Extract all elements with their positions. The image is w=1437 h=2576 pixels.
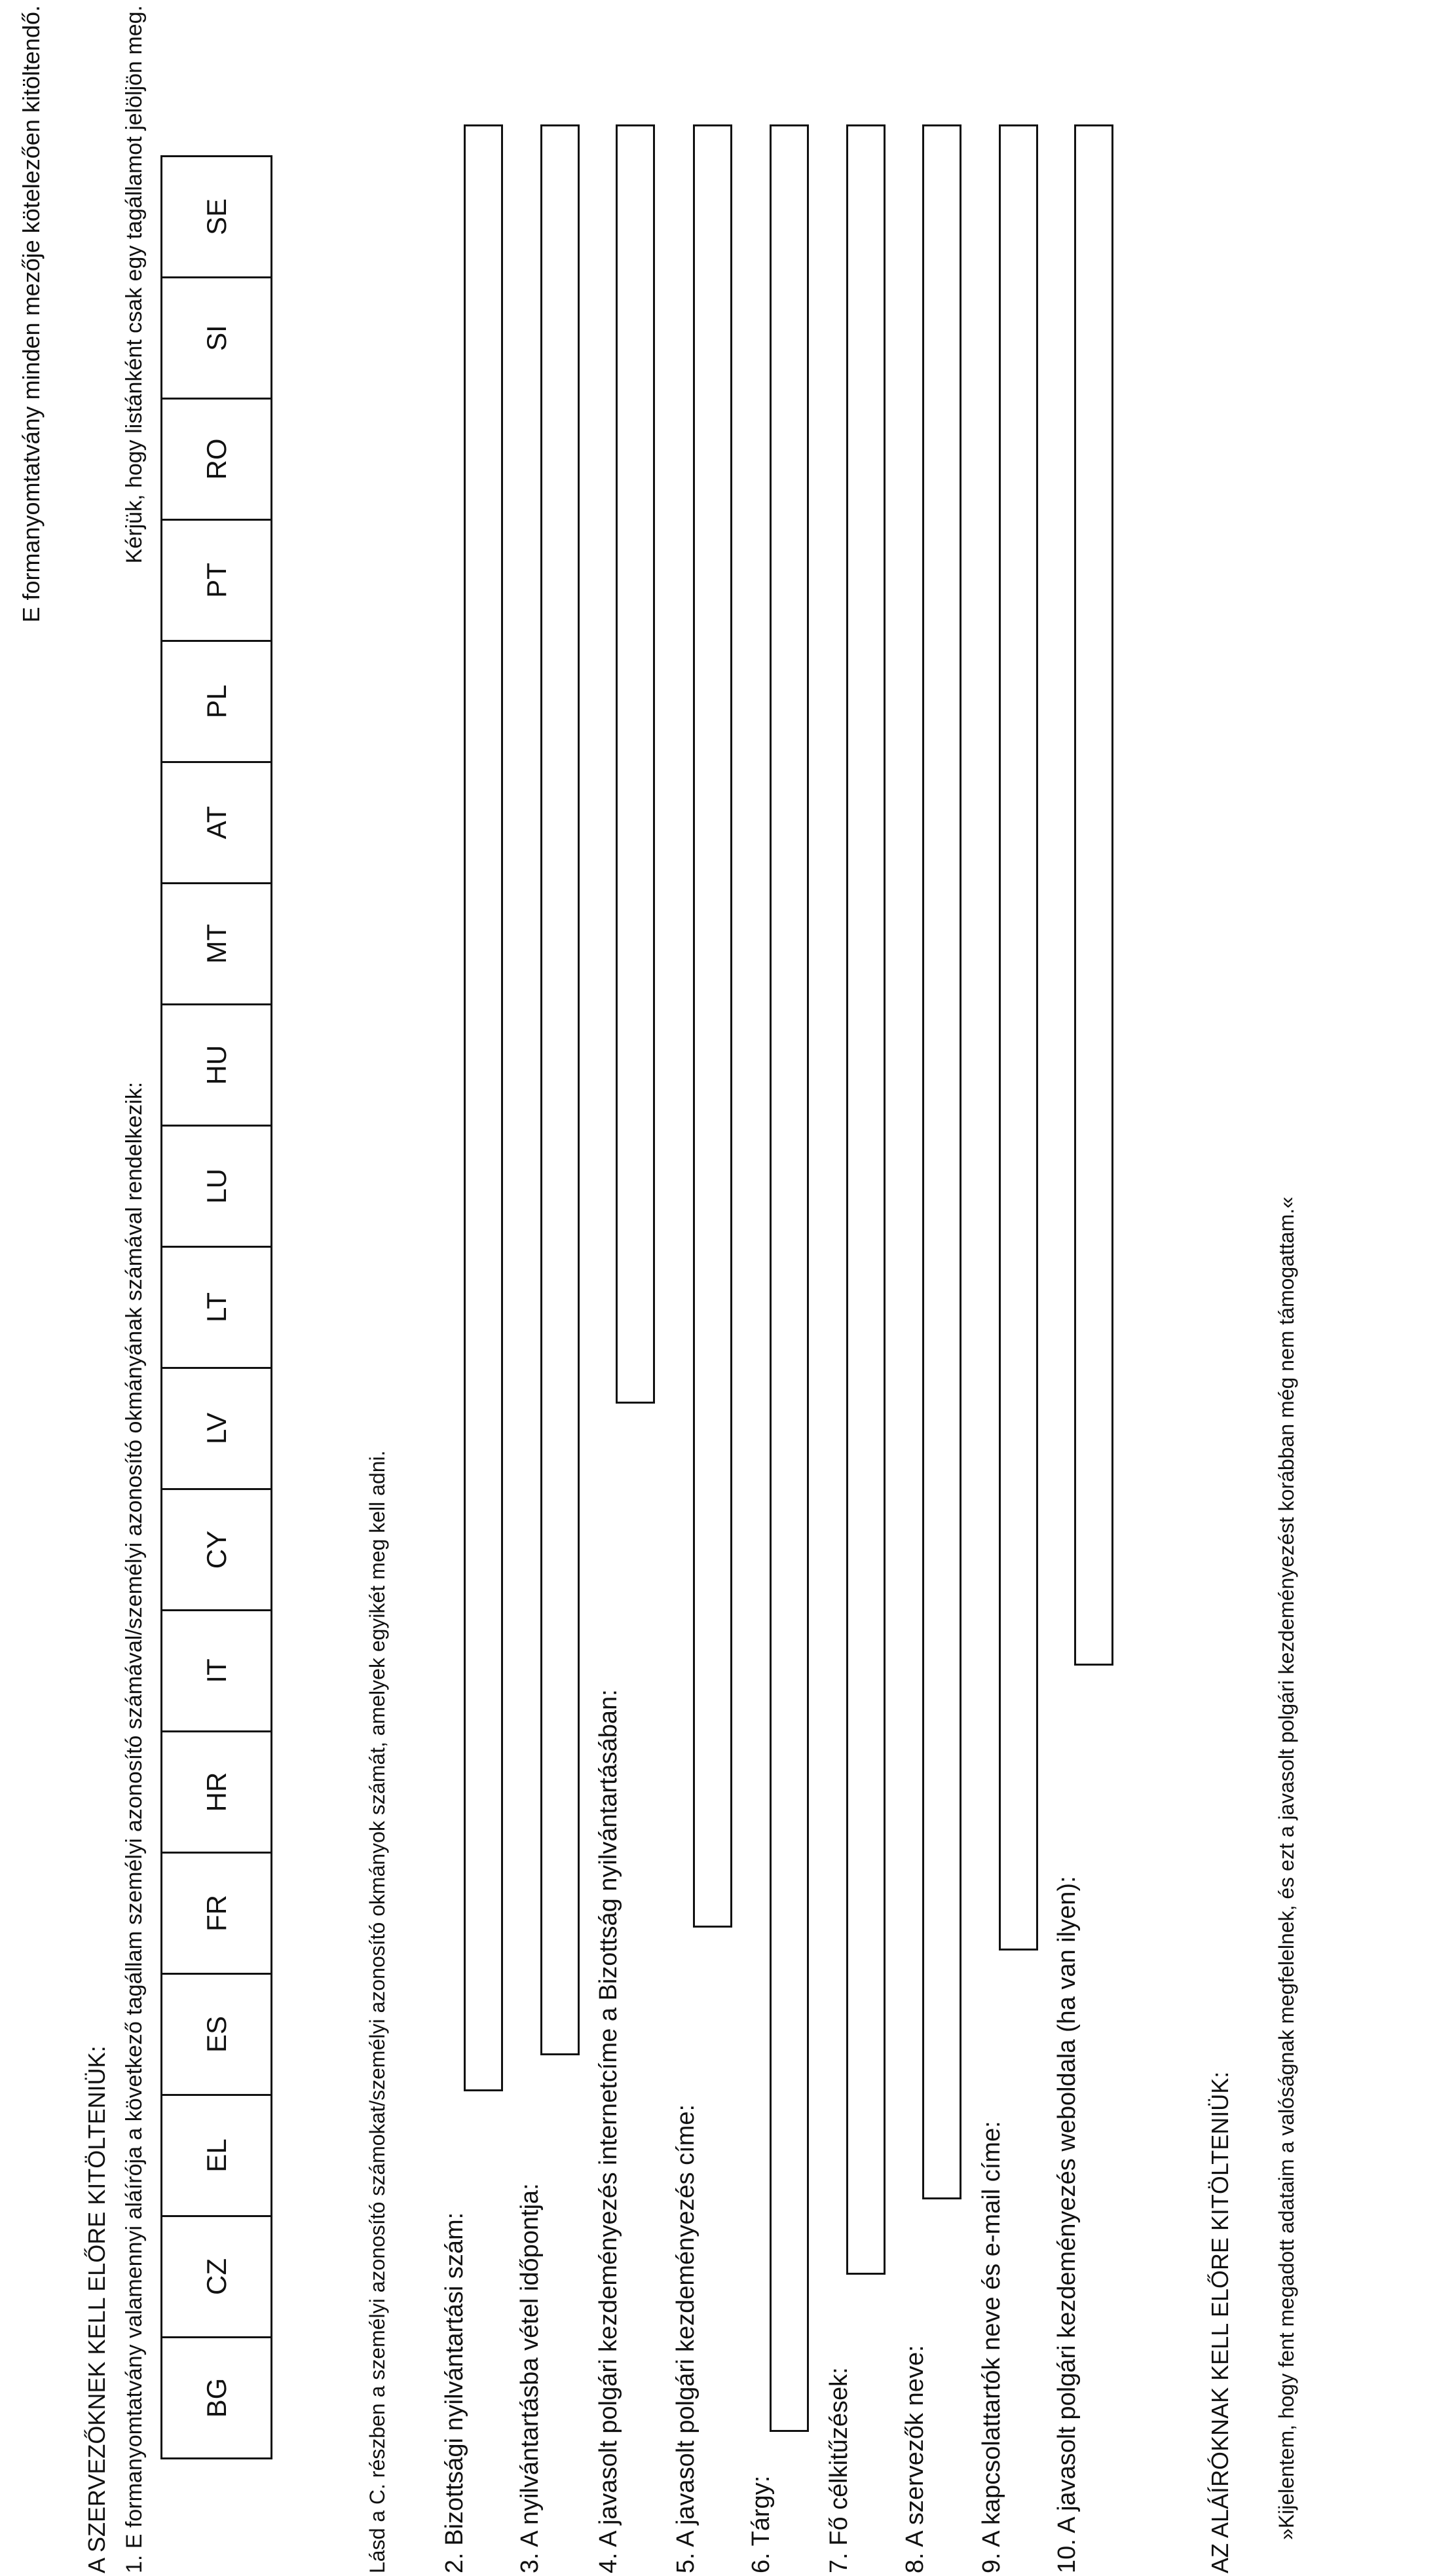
see-part-c-note: Lásd a C. részben a személyi azonosító számokat/személyi azonosító okmányok számát, amelyek egyikét meg kell adni. [365, 1450, 389, 2573]
field-6-label: 6. Tárgy: [747, 2475, 775, 2573]
field-3-input[interactable] [540, 124, 580, 2055]
country-cell[interactable]: BG [162, 2338, 272, 2459]
country-cell[interactable]: LT [162, 1247, 272, 1368]
country-cell[interactable]: CZ [162, 2216, 272, 2338]
field-8-input[interactable] [922, 124, 961, 2199]
field-4-label: 4. A javasolt polgári kezdeményezés internetcíme a Bizottság nyilvántartásában: [595, 1689, 622, 2573]
field-5-input[interactable] [693, 124, 732, 1928]
country-cell[interactable]: FR [162, 1853, 272, 1974]
field-3-label: 3. A nyilvántartásba vétel időpontja: [516, 2183, 544, 2573]
country-cell[interactable]: PL [162, 641, 272, 762]
field-8-label: 8. A szervezők neve: [901, 2345, 929, 2573]
declaration-text: »Kijelentem, hogy fent megadott adataim a valóságnak megfelelnek, és ezt a javasolt polgári kezdeményezést korábban még nem támogattam.« [1275, 1197, 1298, 2540]
item1-note: Kérjük, hogy listánként csak egy tagállamot jelöljön meg. [122, 5, 147, 564]
field-2-input[interactable] [464, 124, 503, 2091]
field-7-input[interactable] [846, 124, 886, 2275]
country-cell[interactable]: HR [162, 1732, 272, 1853]
country-cell[interactable]: AT [162, 762, 272, 884]
country-cell[interactable]: HU [162, 1005, 272, 1126]
item1-text: 1. E formanyomtatvány valamennyi aláírója a következő tagállam személyi azonosító számával/személyi azonosító okmányának számával rendelkezik: [122, 1081, 147, 2573]
section-signatories-title: AZ ALÁÍRÓKNAK KELL ELŐRE KITÖLTENIÜK: [1206, 2071, 1233, 2573]
field-2-label: 2. Bizottsági nyilvántartási szám: [441, 2212, 468, 2573]
field-9-label: 9. A kapcsolattartók neve és e-mail címe: [978, 2121, 1005, 2573]
country-cell[interactable]: RO [162, 399, 272, 520]
country-cell[interactable]: PT [162, 520, 272, 641]
country-cell[interactable]: LU [162, 1126, 272, 1247]
section-organizers-title: A SZERVEZŐKNEK KELL ELŐRE KITÖLTENIÜK: [83, 2045, 110, 2573]
country-cell[interactable]: SE [162, 157, 272, 278]
field-5-label: 5. A javasolt polgári kezdeményezés címe: [672, 2104, 700, 2573]
field-4-input[interactable] [616, 124, 655, 1404]
field-9-input[interactable] [999, 124, 1038, 1951]
country-cell[interactable]: ES [162, 1974, 272, 2095]
field-6-input[interactable] [770, 124, 809, 2432]
field-10-input[interactable] [1074, 124, 1113, 1666]
member-state-table [160, 155, 272, 2459]
country-cell[interactable]: EL [162, 2095, 272, 2216]
field-10-label: 10. A javasolt polgári kezdeményezés weboldala (ha van ilyen): [1053, 1876, 1081, 2573]
field-7-label: 7. Fő célkitűzések: [825, 2367, 853, 2573]
country-cell[interactable]: LV [162, 1368, 272, 1489]
country-cell[interactable]: SI [162, 278, 272, 399]
header-notice: E formanyomtatvány minden mezője kötelezően kitöltendő. [18, 5, 45, 623]
country-cell[interactable]: IT [162, 1611, 272, 1732]
country-cell[interactable]: CY [162, 1489, 272, 1611]
country-cell[interactable]: MT [162, 884, 272, 1005]
